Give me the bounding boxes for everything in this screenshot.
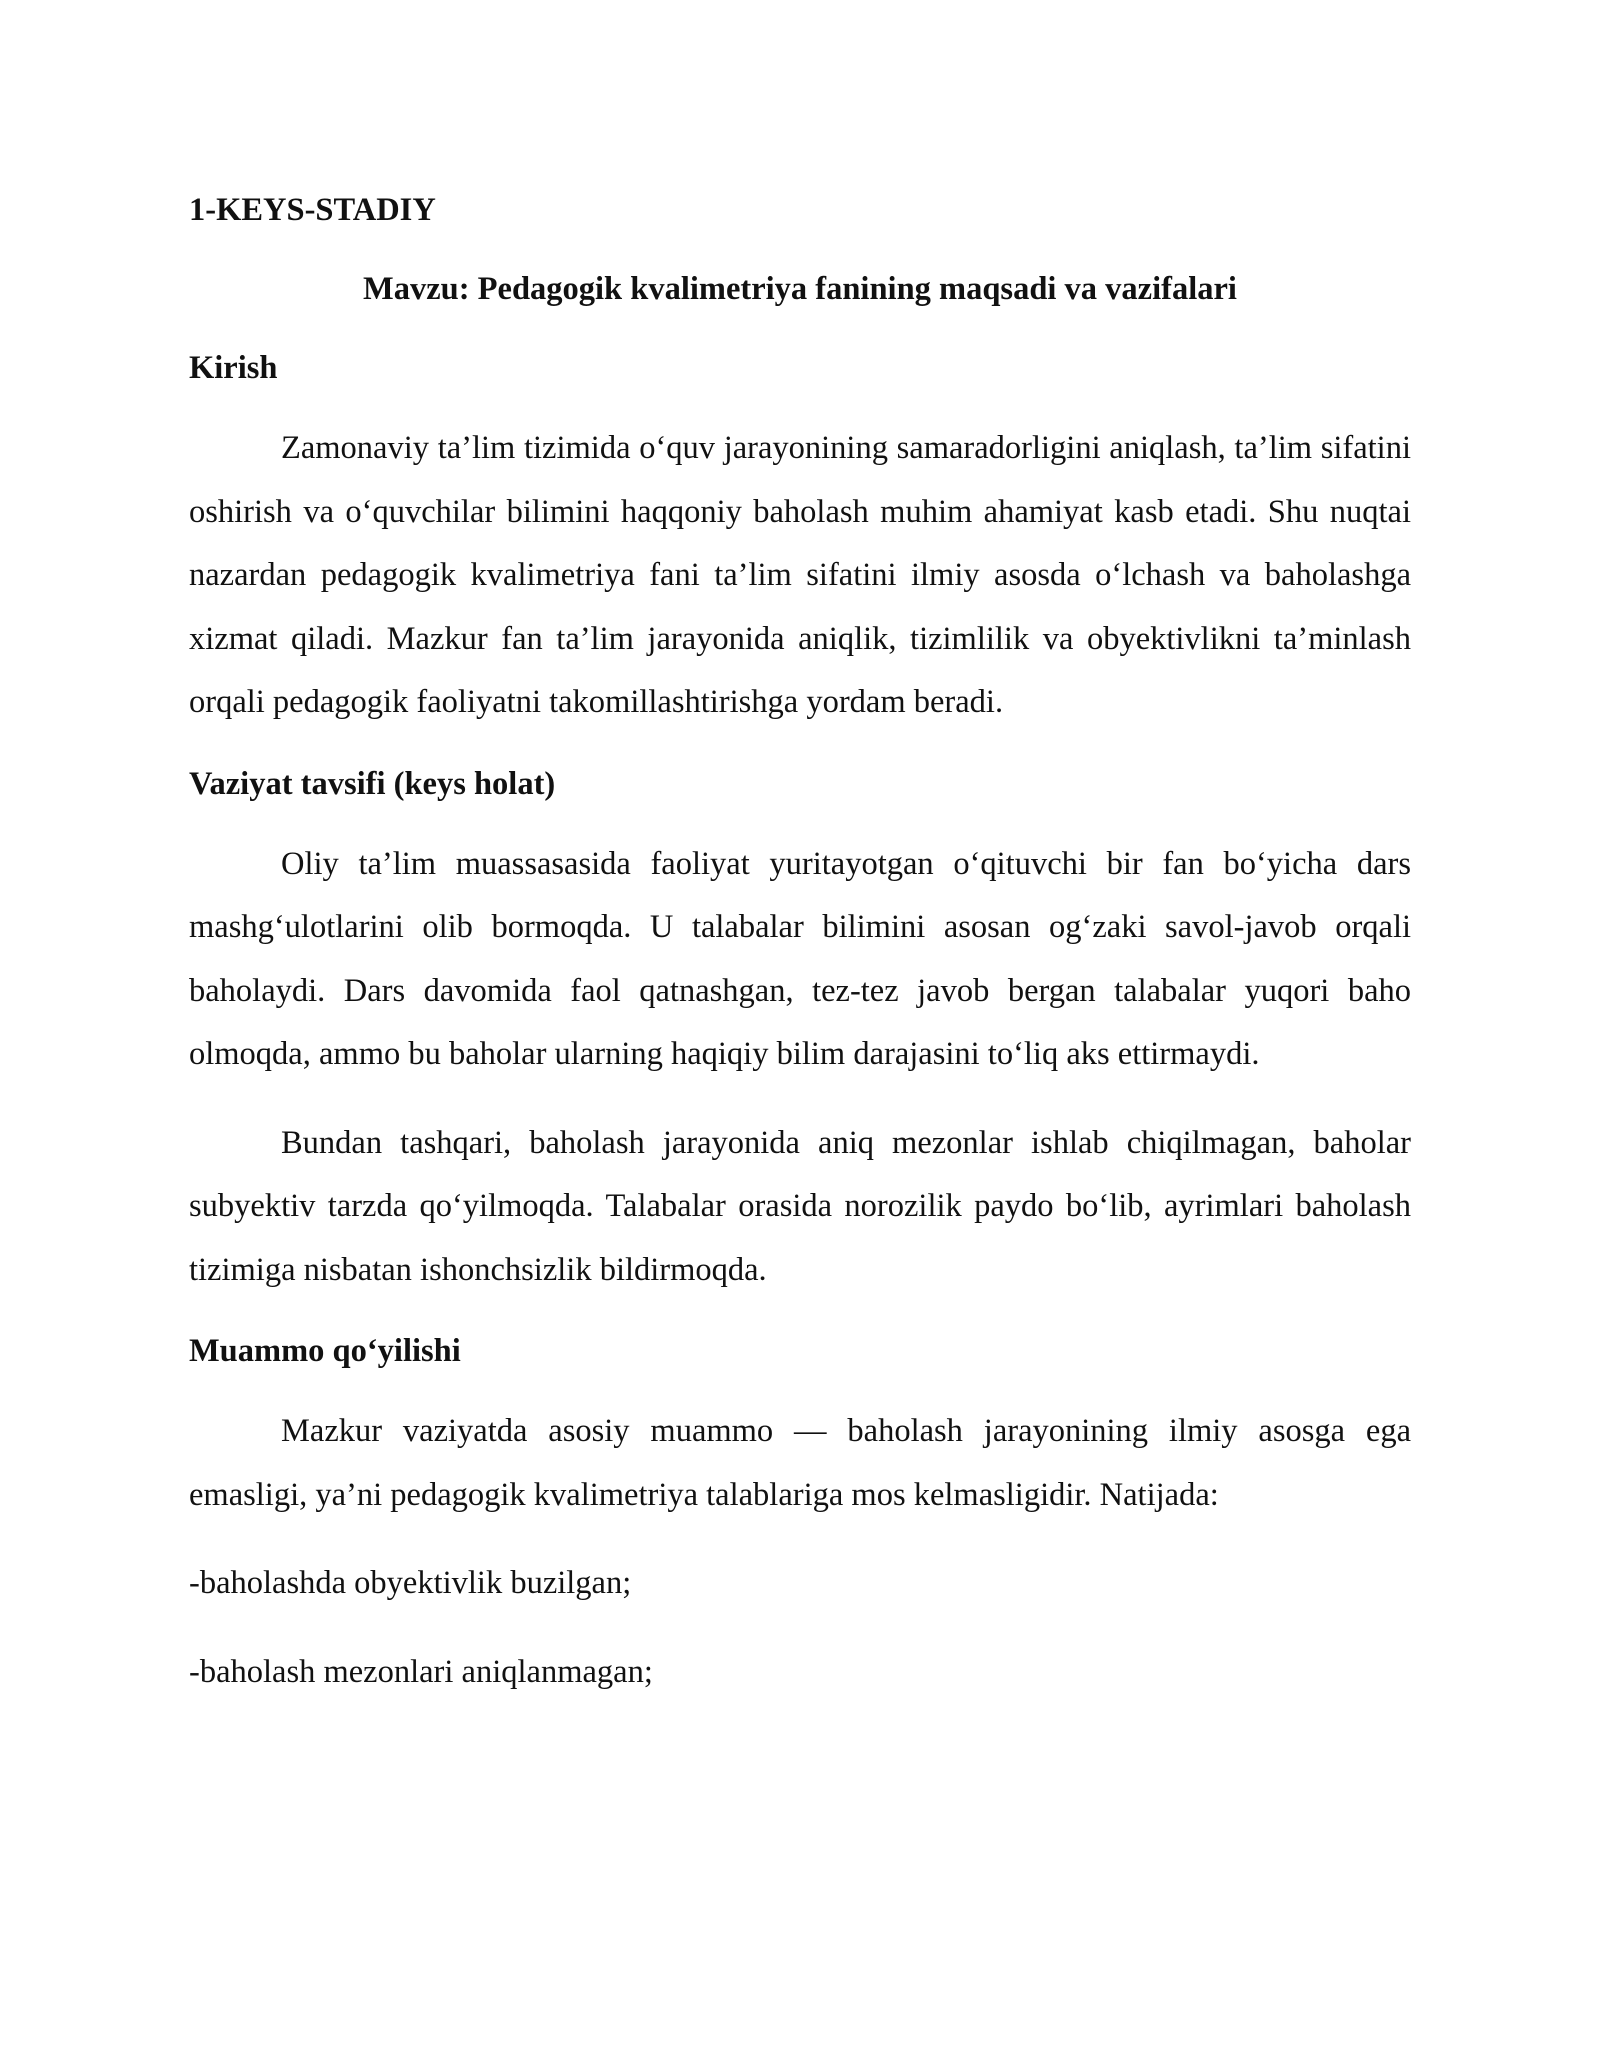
document-page xyxy=(189,186,1411,1729)
case-study-label: 1-KEYS-STADIY xyxy=(189,192,436,228)
section-heading: Kirish xyxy=(189,350,278,386)
section-introduction xyxy=(189,344,1411,735)
paragraph: Zamonaviy ta’lim tizimida o‘quv jarayonining samaradorligini aniqlash, ta’lim sifatini oshirish va o‘quvchilar bilimini haqqoniy baholash muhim ahamiyat kasb etadi. Shu nuqtai nazardan pedagogik kvalimetriya fani ta’lim sifatini ilmiy asosda o‘lchash va baholashga xizmat qiladi. Mazkur fan ta’lim jarayonida aniqlik, tizimlilik va obyektivlikni ta’minlash orqali pedagogik faoliyatni takomillashtirishga yordam beradi. xyxy=(189,430,1411,720)
section-heading: Vaziyat tavsifi (keys holat) xyxy=(189,765,556,802)
list-item: -baholashda obyektivlik buzilgan; xyxy=(189,1565,632,1601)
list-item: -baholash mezonlari aniqlanmagan; xyxy=(189,1653,653,1690)
topic-title: Mavzu: Pedagogik kvalimetriya fanining maqsadi va vazifalari xyxy=(363,271,1237,307)
paragraph: Mazkur vaziyatda asosiy muammo — baholash jarayonining ilmiy asosga ega emasligi, ya’ni pedagogik kvalimetriya talablariga mos kelmasligidir. Natijada: xyxy=(189,1413,1411,1513)
paragraph: Bundan tashqari, baholash jarayonida aniq mezonlar ishlab chiqilmagan, baholar subyektiv tarzda qo‘yilmoqda. Talabalar orasida norozilik paydo bo‘lib, ayrimlari baholash tizimiga nisbatan ishonchsizlik bildirmoqda. xyxy=(189,1124,1411,1288)
section-problem-statement xyxy=(189,1327,1411,1704)
paragraph: Oliy ta’lim muassasasida faoliyat yuritayotgan o‘qituvchi bir fan bo‘yicha dars mashg‘ulotlarini olib bormoqda. U talabalar bilimini asosan og‘zaki savol-javob orqali baholaydi. Dars davomida faol qatnashgan, tez-tez javob bergan talabalar yuqori baho olmoqda, ammo bu baholar ularning haqiqiy bilim darajasini to‘liq aks ettirmaydi. xyxy=(189,845,1411,1072)
section-heading: Muammo qo‘yilishi xyxy=(189,1333,461,1369)
section-case-description xyxy=(189,760,1411,1303)
